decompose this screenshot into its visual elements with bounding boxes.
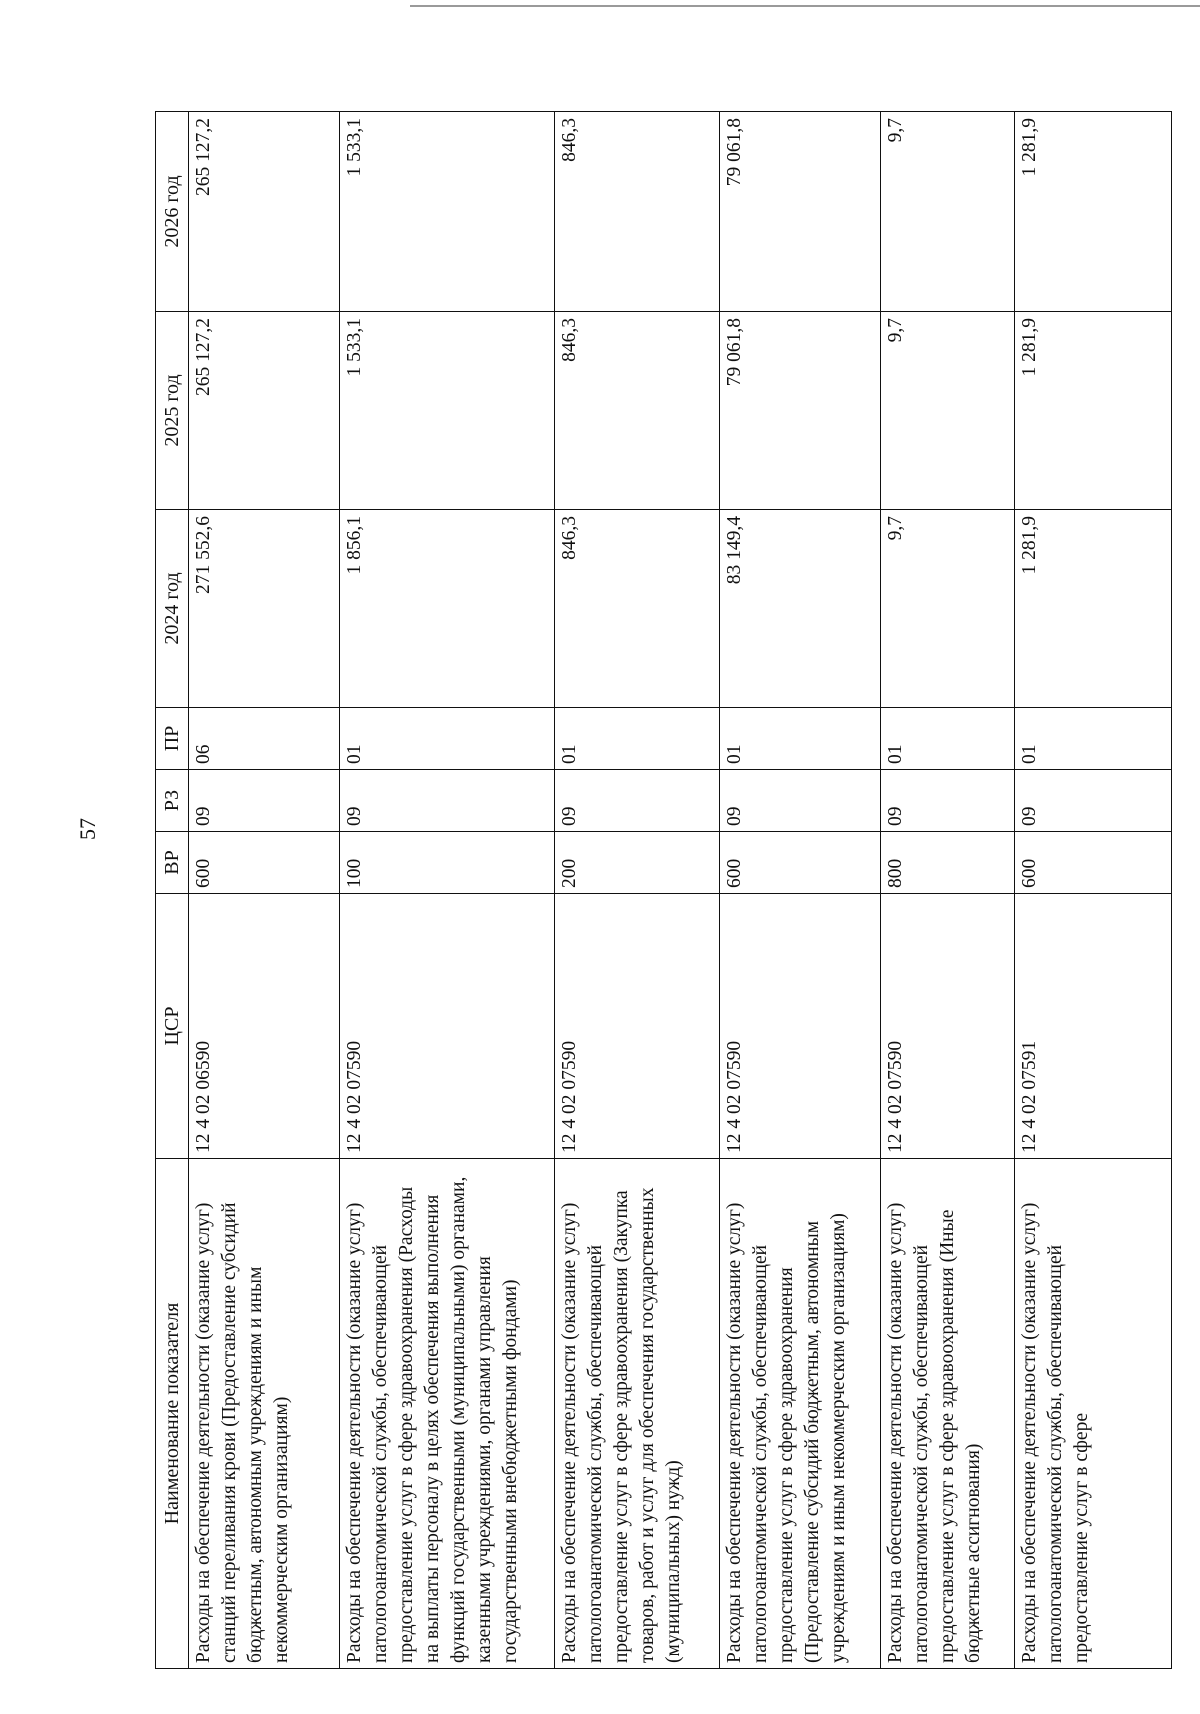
table-row bbox=[1015, 112, 1172, 1669]
row-2024: 9,7 bbox=[881, 510, 1015, 708]
row-pr: 01 bbox=[555, 708, 720, 770]
row-2024: 1 856,1 bbox=[340, 510, 555, 708]
table-row bbox=[720, 112, 881, 1669]
row-csr: 12 4 02 07590 bbox=[720, 894, 881, 1159]
row-2024: 271 552,6 bbox=[189, 510, 340, 708]
row-rz: 09 bbox=[189, 770, 340, 832]
row-2025: 1 281,9 bbox=[1015, 312, 1172, 510]
header-2026: 2026 год bbox=[156, 112, 189, 312]
table-row bbox=[881, 112, 1015, 1669]
row-name: Расходы на обеспечение деятельности (оказание услуг) патологоанатомической службы, обеспечивающей предоставление услуг в сфере bbox=[1015, 1159, 1172, 1669]
row-2026: 1 281,9 bbox=[1015, 112, 1172, 312]
row-csr: 12 4 02 06590 bbox=[189, 894, 340, 1159]
header-rz: РЗ bbox=[156, 770, 189, 832]
row-vr: 600 bbox=[720, 832, 881, 894]
row-name: Расходы на обеспечение деятельности (оказание услуг) патологоанатомической службы, обеспечивающей предоставление услуг в сфере здравоохранения (Предоставление субсидий бюджетным, автономным учреждениям и иным некоммерческим организациям) bbox=[720, 1159, 881, 1669]
table-row bbox=[340, 112, 555, 1669]
row-name: Расходы на обеспечение деятельности (оказание услуг) патологоанатомической службы, обеспечивающей предоставление услуг в сфере здравоохранения (Расходы на выплаты персоналу в целях обеспечения выполнения функций государственными (муниципальными) органами, казенными учреждениями, органами управления государственными внебюджетными фондами) bbox=[340, 1159, 555, 1669]
row-vr: 100 bbox=[340, 832, 555, 894]
row-csr: 12 4 02 07590 bbox=[340, 894, 555, 1159]
row-rz: 09 bbox=[881, 770, 1015, 832]
row-rz: 09 bbox=[720, 770, 881, 832]
row-vr: 800 bbox=[881, 832, 1015, 894]
row-vr: 600 bbox=[189, 832, 340, 894]
header-name: Наименование показателя bbox=[156, 1159, 189, 1669]
row-name: Расходы на обеспечение деятельности (оказание услуг) патологоанатомической службы, обеспечивающей предоставление услуг в сфере здравоохранения (Закупка товаров, работ и услуг для обеспечения государственных (муниципальных) нужд) bbox=[555, 1159, 720, 1669]
row-2025: 846,3 bbox=[555, 312, 720, 510]
row-2025: 9,7 bbox=[881, 312, 1015, 510]
row-vr: 600 bbox=[1015, 832, 1172, 894]
row-2026: 265 127,2 bbox=[189, 112, 340, 312]
row-vr: 200 bbox=[555, 832, 720, 894]
budget-table-container bbox=[155, 112, 1142, 1669]
row-2026: 9,7 bbox=[881, 112, 1015, 312]
row-2025: 265 127,2 bbox=[189, 312, 340, 510]
row-csr: 12 4 02 07591 bbox=[1015, 894, 1172, 1159]
table-row bbox=[189, 112, 340, 1669]
row-name: Расходы на обеспечение деятельности (оказание услуг) патологоанатомической службы, обеспечивающей предоставление услуг в сфере здравоохранения (Иные бюджетные ассигнования) bbox=[881, 1159, 1015, 1669]
row-2025: 79 061,8 bbox=[720, 312, 881, 510]
header-csr: ЦСР bbox=[156, 894, 189, 1159]
header-2024: 2024 год bbox=[156, 510, 189, 708]
row-2026: 846,3 bbox=[555, 112, 720, 312]
page-number: 57 bbox=[75, 818, 100, 840]
row-pr: 01 bbox=[881, 708, 1015, 770]
header-vr: ВР bbox=[156, 832, 189, 894]
row-2026: 1 533,1 bbox=[340, 112, 555, 312]
row-2024: 846,3 bbox=[555, 510, 720, 708]
header-pr: ПР bbox=[156, 708, 189, 770]
row-pr: 01 bbox=[1015, 708, 1172, 770]
row-csr: 12 4 02 07590 bbox=[555, 894, 720, 1159]
row-2025: 1 533,1 bbox=[340, 312, 555, 510]
budget-table bbox=[155, 111, 1172, 1669]
row-pr: 01 bbox=[340, 708, 555, 770]
row-pr: 01 bbox=[720, 708, 881, 770]
row-rz: 09 bbox=[340, 770, 555, 832]
row-rz: 09 bbox=[1015, 770, 1172, 832]
row-2024: 83 149,4 bbox=[720, 510, 881, 708]
row-name: Расходы на обеспечение деятельности (оказание услуг) станций переливания крови (Предоставление субсидий бюджетным, автономным учреждениям и иным некоммерческим организациям) bbox=[189, 1159, 340, 1669]
row-rz: 09 bbox=[555, 770, 720, 832]
top-border-line bbox=[410, 5, 1200, 7]
row-csr: 12 4 02 07590 bbox=[881, 894, 1015, 1159]
table-header-row bbox=[156, 112, 189, 1669]
header-2025: 2025 год bbox=[156, 312, 189, 510]
table-row bbox=[555, 112, 720, 1669]
row-2024: 1 281,9 bbox=[1015, 510, 1172, 708]
row-2026: 79 061,8 bbox=[720, 112, 881, 312]
row-pr: 06 bbox=[189, 708, 340, 770]
